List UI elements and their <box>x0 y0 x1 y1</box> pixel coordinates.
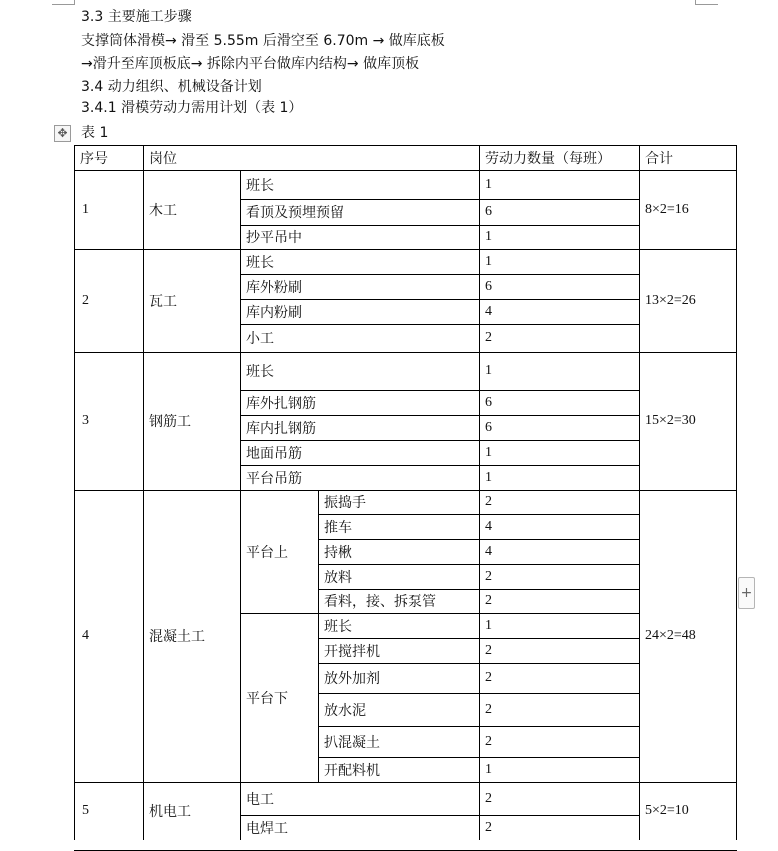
table-rule <box>74 145 737 146</box>
seq-cell: 5 <box>82 803 89 818</box>
seq-cell: 4 <box>82 628 89 643</box>
trade-cell: 木工 <box>149 202 177 219</box>
count-cell: 2 <box>485 568 492 584</box>
role-cell: 振捣手 <box>324 495 366 511</box>
total-cell: 24×2=48 <box>645 628 696 643</box>
role-cell: 库外粉刷 <box>246 279 302 296</box>
trade-cell: 钢筋工 <box>149 414 191 430</box>
table-rule <box>240 299 640 300</box>
role-cell: 放料 <box>324 569 352 586</box>
table-rule <box>74 782 75 840</box>
role-cell: 班长 <box>246 254 274 271</box>
steps-line-1: 支撑筒体滑模→ 滑至 5.55m 后滑空至 6.70m → 做库底板 <box>81 33 445 49</box>
role-cell: 地面吊筋 <box>246 445 302 462</box>
table-rule <box>74 145 75 170</box>
role-cell: 开配料机 <box>324 762 380 779</box>
table-rule <box>736 352 737 490</box>
table-rule <box>639 249 640 352</box>
role-cell: 看顶及预埋预留 <box>246 205 344 221</box>
table-caption: 表 1 <box>81 125 109 141</box>
count-cell: 1 <box>485 617 492 633</box>
role-cell: 看料，接、拆泵管 <box>324 594 436 610</box>
count-cell: 2 <box>485 790 492 806</box>
count-cell: 6 <box>485 419 492 435</box>
count-cell: 1 <box>485 469 492 485</box>
table-rule <box>479 145 480 170</box>
table-rule <box>240 782 640 783</box>
table-rule <box>240 249 241 352</box>
table-rule <box>74 490 75 782</box>
table-rule <box>143 249 144 352</box>
table-rule <box>479 352 480 490</box>
table-rule <box>240 782 241 840</box>
count-cell: 1 <box>485 761 492 777</box>
count-cell: 6 <box>485 278 492 294</box>
role-cell: 库内粉刷 <box>246 304 302 321</box>
table-rule <box>479 249 480 352</box>
table-rule <box>736 782 737 840</box>
table-rule <box>479 170 480 249</box>
table-rule <box>240 225 640 226</box>
count-cell: 6 <box>485 394 492 410</box>
role-cell: 放水泥 <box>324 702 366 719</box>
count-cell: 2 <box>485 494 492 509</box>
table-rule <box>240 199 640 200</box>
header-count: 劳动力数量（每班） <box>485 150 611 167</box>
table-rule <box>736 145 737 170</box>
role-cell: 小工 <box>246 331 274 347</box>
heading-3-4-1: 3.4.1 滑模劳动力需用计划（表 1） <box>81 100 303 116</box>
count-cell: 1 <box>485 363 492 378</box>
table-rule <box>240 324 640 325</box>
page-corner-mark-right <box>695 0 718 5</box>
count-cell: 4 <box>485 543 492 559</box>
steps-line-2: →滑升至库顶板底→ 拆除内平台做库内结构→ 做库顶板 <box>81 56 420 72</box>
plus-icon[interactable]: + <box>738 577 755 609</box>
role-cell: 扒混凝土 <box>324 734 380 751</box>
header-seq: 序号 <box>80 150 108 167</box>
count-cell: 1 <box>485 253 492 269</box>
count-cell: 2 <box>485 642 492 658</box>
trade-cell: 机电工 <box>149 804 191 820</box>
count-cell: 1 <box>485 176 492 192</box>
count-cell: 2 <box>485 701 492 717</box>
table-rule <box>240 170 640 171</box>
table-rule <box>143 352 144 490</box>
count-cell: 2 <box>485 330 492 345</box>
role-cell: 库外扎钢筋 <box>246 395 316 412</box>
role-cell: 平台吊筋 <box>246 470 302 487</box>
table-rule <box>479 782 480 840</box>
heading-3-3: 3.3 主要施工步骤 <box>81 9 192 25</box>
table-rule <box>639 352 640 490</box>
trade-cell: 混凝土工 <box>149 629 205 645</box>
total-cell: 5×2=10 <box>645 803 689 818</box>
table-rule <box>74 352 75 490</box>
role-cell: 班长 <box>324 618 352 635</box>
table-rule <box>639 145 640 170</box>
seq-cell: 3 <box>82 413 89 428</box>
trade-cell: 瓦工 <box>149 293 177 310</box>
count-cell: 2 <box>485 593 492 608</box>
table-rule <box>240 170 241 249</box>
count-cell: 2 <box>485 733 492 749</box>
total-cell: 13×2=26 <box>645 292 696 308</box>
table-rule <box>240 352 640 353</box>
table-rule <box>74 170 75 249</box>
role-cell: 库内扎钢筋 <box>246 420 316 437</box>
role-cell: 开搅拌机 <box>324 643 380 660</box>
page-corner-mark-left <box>52 0 75 5</box>
count-cell: 4 <box>485 303 492 319</box>
total-cell: 15×2=30 <box>645 413 696 428</box>
table-rule <box>639 490 640 782</box>
table-rule <box>240 415 640 416</box>
table-rule <box>240 352 241 490</box>
role-cell: 放外加剂 <box>324 671 380 687</box>
header-total: 合计 <box>645 150 673 167</box>
table-rule <box>143 170 144 249</box>
seq-cell: 2 <box>82 292 89 308</box>
role-cell: 电焊工 <box>246 820 288 837</box>
table-rule <box>240 249 640 250</box>
table-rule <box>143 490 144 782</box>
table-rule <box>240 815 640 816</box>
table-rule <box>240 465 640 466</box>
table-rule <box>74 249 75 352</box>
count-cell: 1 <box>485 229 492 244</box>
total-cell: 8×2=16 <box>645 201 689 217</box>
move-cross-icon[interactable]: ✥ <box>54 125 71 142</box>
role-cell: 班长 <box>246 364 274 380</box>
heading-3-4: 3.4 动力组织、机械设备计划 <box>81 79 262 95</box>
role-cell: 班长 <box>246 177 274 194</box>
role-cell: 持楸 <box>324 544 352 561</box>
table-rule <box>143 145 144 170</box>
subgroup-cell: 平台上 <box>246 544 288 561</box>
role-cell: 推车 <box>324 519 352 536</box>
seq-cell: 1 <box>82 201 89 217</box>
table-rule <box>240 390 640 391</box>
table-rule <box>639 170 640 249</box>
count-cell: 1 <box>485 444 492 460</box>
table-rule <box>479 490 480 782</box>
count-cell: 6 <box>485 204 492 219</box>
table-rule <box>736 490 737 782</box>
count-cell: 2 <box>485 670 492 685</box>
table-rule <box>240 440 640 441</box>
role-cell: 电工 <box>246 791 274 808</box>
header-post: 岗位 <box>149 150 177 167</box>
table-rule <box>240 490 241 782</box>
subgroup-cell: 平台下 <box>246 690 288 707</box>
table-rule <box>143 782 144 840</box>
count-cell: 4 <box>485 518 492 534</box>
role-cell: 抄平吊中 <box>246 230 302 246</box>
table-rule <box>736 249 737 352</box>
count-cell: 2 <box>485 819 492 835</box>
table-rule <box>240 274 640 275</box>
table-rule <box>639 782 640 840</box>
table-rule <box>736 170 737 249</box>
